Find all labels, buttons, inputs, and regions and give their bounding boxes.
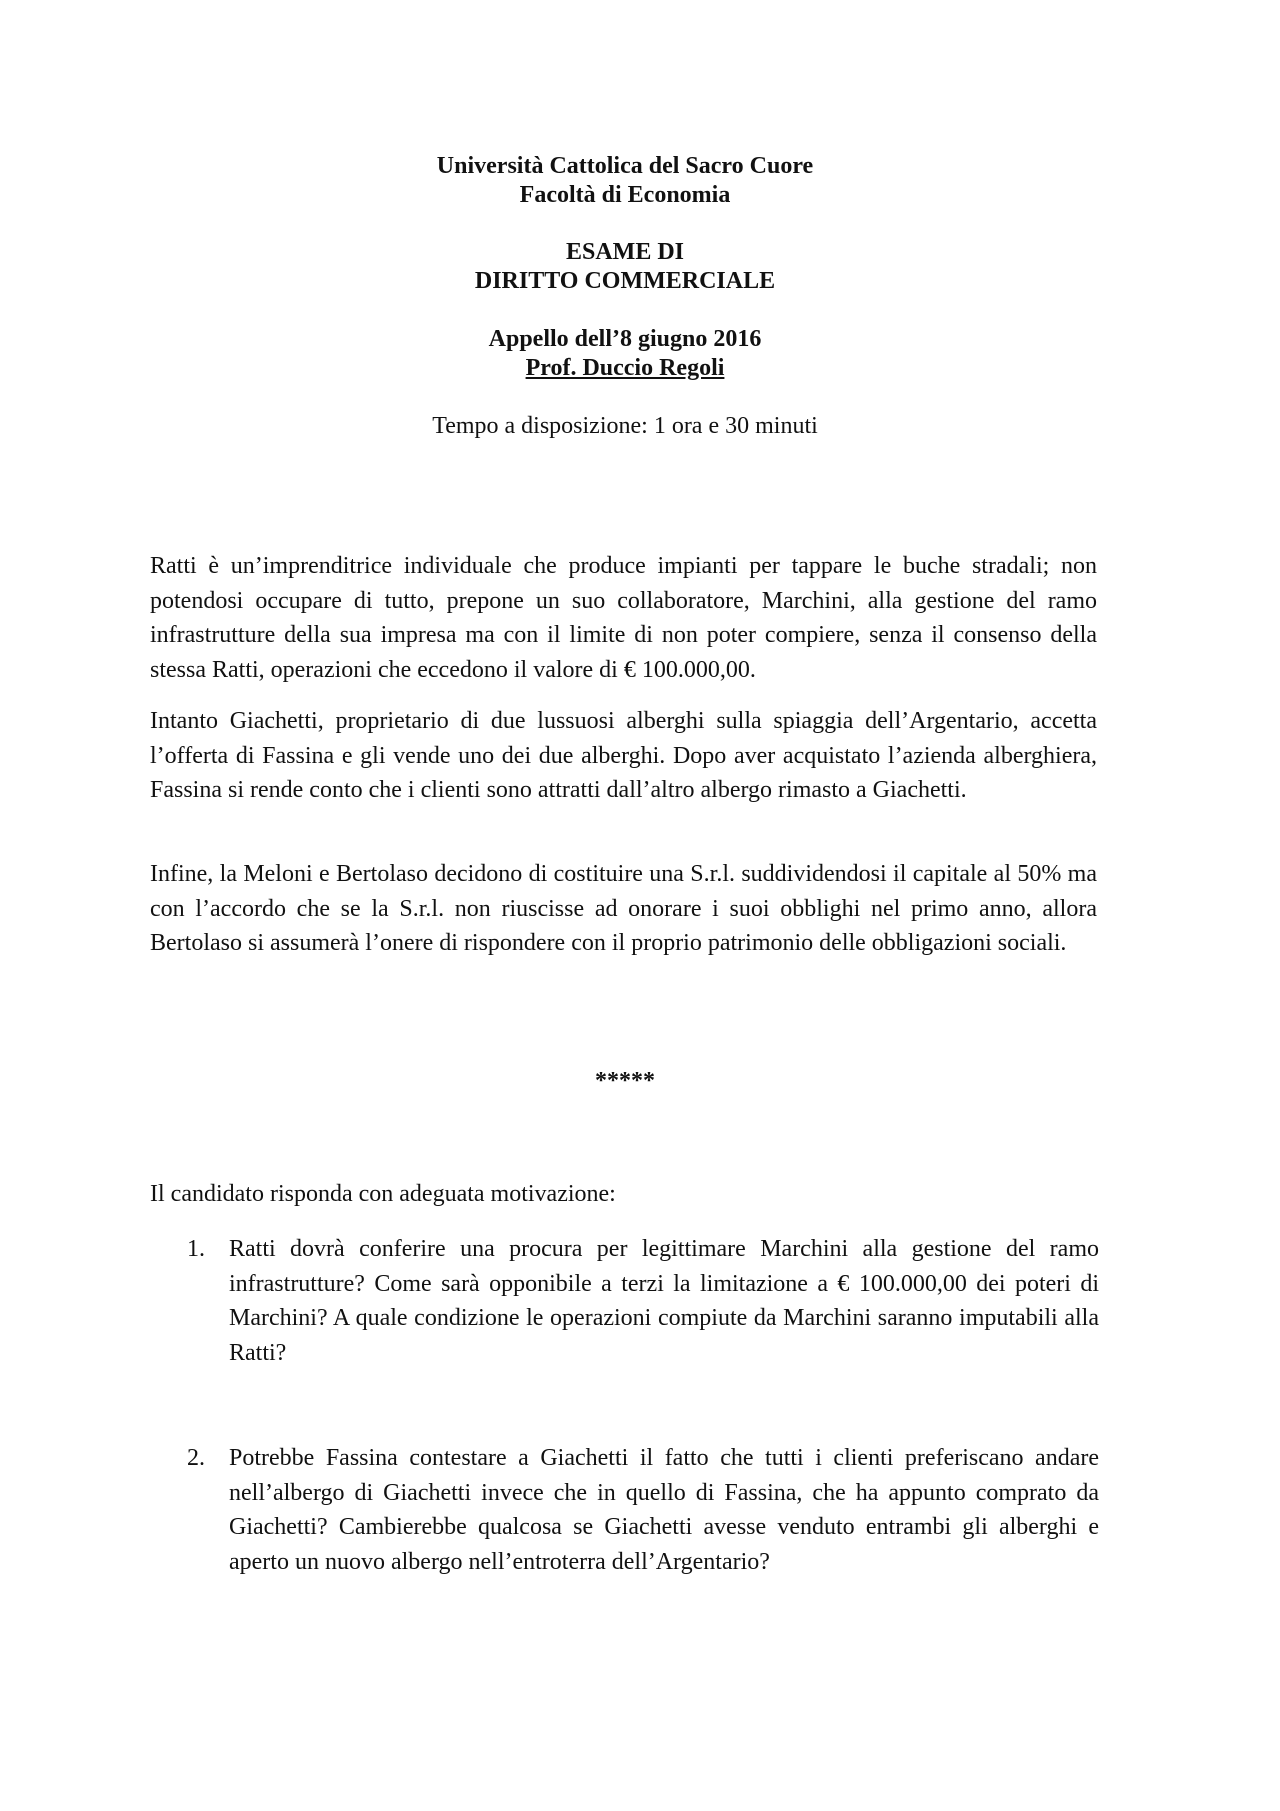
section-separator: ***** — [595, 1068, 655, 1094]
case-paragraph-2: Intanto Giachetti, proprietario di due lussuosi alberghi sulla spiaggia dell’Argentario, accetta l’offerta di Fassina e gli vende uno dei due alberghi. Dopo aver acquistato l’azienda alberghiera, Fassina si rende conto che i clienti sono attratti dall’altro albergo rimasto a Giachetti. — [150, 708, 1097, 803]
professor-name-text: Prof. Duccio Regoli — [525, 355, 725, 381]
professor-name — [0, 354, 1250, 383]
faculty-name: Facoltà di Economia — [519, 182, 731, 208]
question-1-number: 1. — [187, 1236, 205, 1262]
university-name: Università Cattolica del Sacro Cuore — [436, 153, 814, 179]
exam-title-line2: DIRITTO COMMERCIALE — [474, 268, 776, 294]
question-1-text: Ratti dovrà conferire una procura per legittimare Marchini alla gestione del ramo infrastrutture? Come sarà opponibile a terzi la limitazione a € 100.000,00 dei poteri di Marchini? A quale condizione le operazioni compiute da Marchini saranno imputabili alla Ratti? — [229, 1236, 1099, 1366]
question-2-number: 2. — [187, 1445, 205, 1471]
question-2-text: Potrebbe Fassina contestare a Giachetti il fatto che tutti i clienti preferiscano andare nell’albergo di Giachetti invece che in quello di Fassina, che ha appunto comprato da Giachetti? Cambierebbe qualcosa se Giachetti avesse venduto entrambi gli alberghi e aperto un nuovo albergo nell’entroterra dell’Argentario? — [229, 1445, 1099, 1575]
time-allowed: Tempo a disposizione: 1 ora e 30 minuti — [432, 413, 818, 439]
exam-title-line1: ESAME DI — [565, 239, 685, 265]
questions-intro: Il candidato risponda con adeguata motivazione: — [150, 1181, 616, 1207]
case-paragraph-1: Ratti è un’imprenditrice individuale che produce impianti per tappare le buche stradali; non potendosi occupare di tutto, prepone un suo collaboratore, Marchini, alla gestione del ramo infrastrutture della sua impresa ma con il limite di non poter compiere, senza il consenso della stessa Ratti, operazioni che eccedono il valore di € 100.000,00. — [150, 553, 1097, 683]
case-paragraph-3: Infine, la Meloni e Bertolaso decidono di costituire una S.r.l. suddividendosi il capitale al 50% ma con l’accordo che se la S.r.l. non riuscisse ad onorare i suoi obblighi nel primo anno, allora Bertolaso si assumerà l’onere di rispondere con il proprio patrimonio delle obbligazioni sociali. — [150, 861, 1097, 956]
exam-session: Appello dell’8 giugno 2016 — [488, 326, 762, 352]
